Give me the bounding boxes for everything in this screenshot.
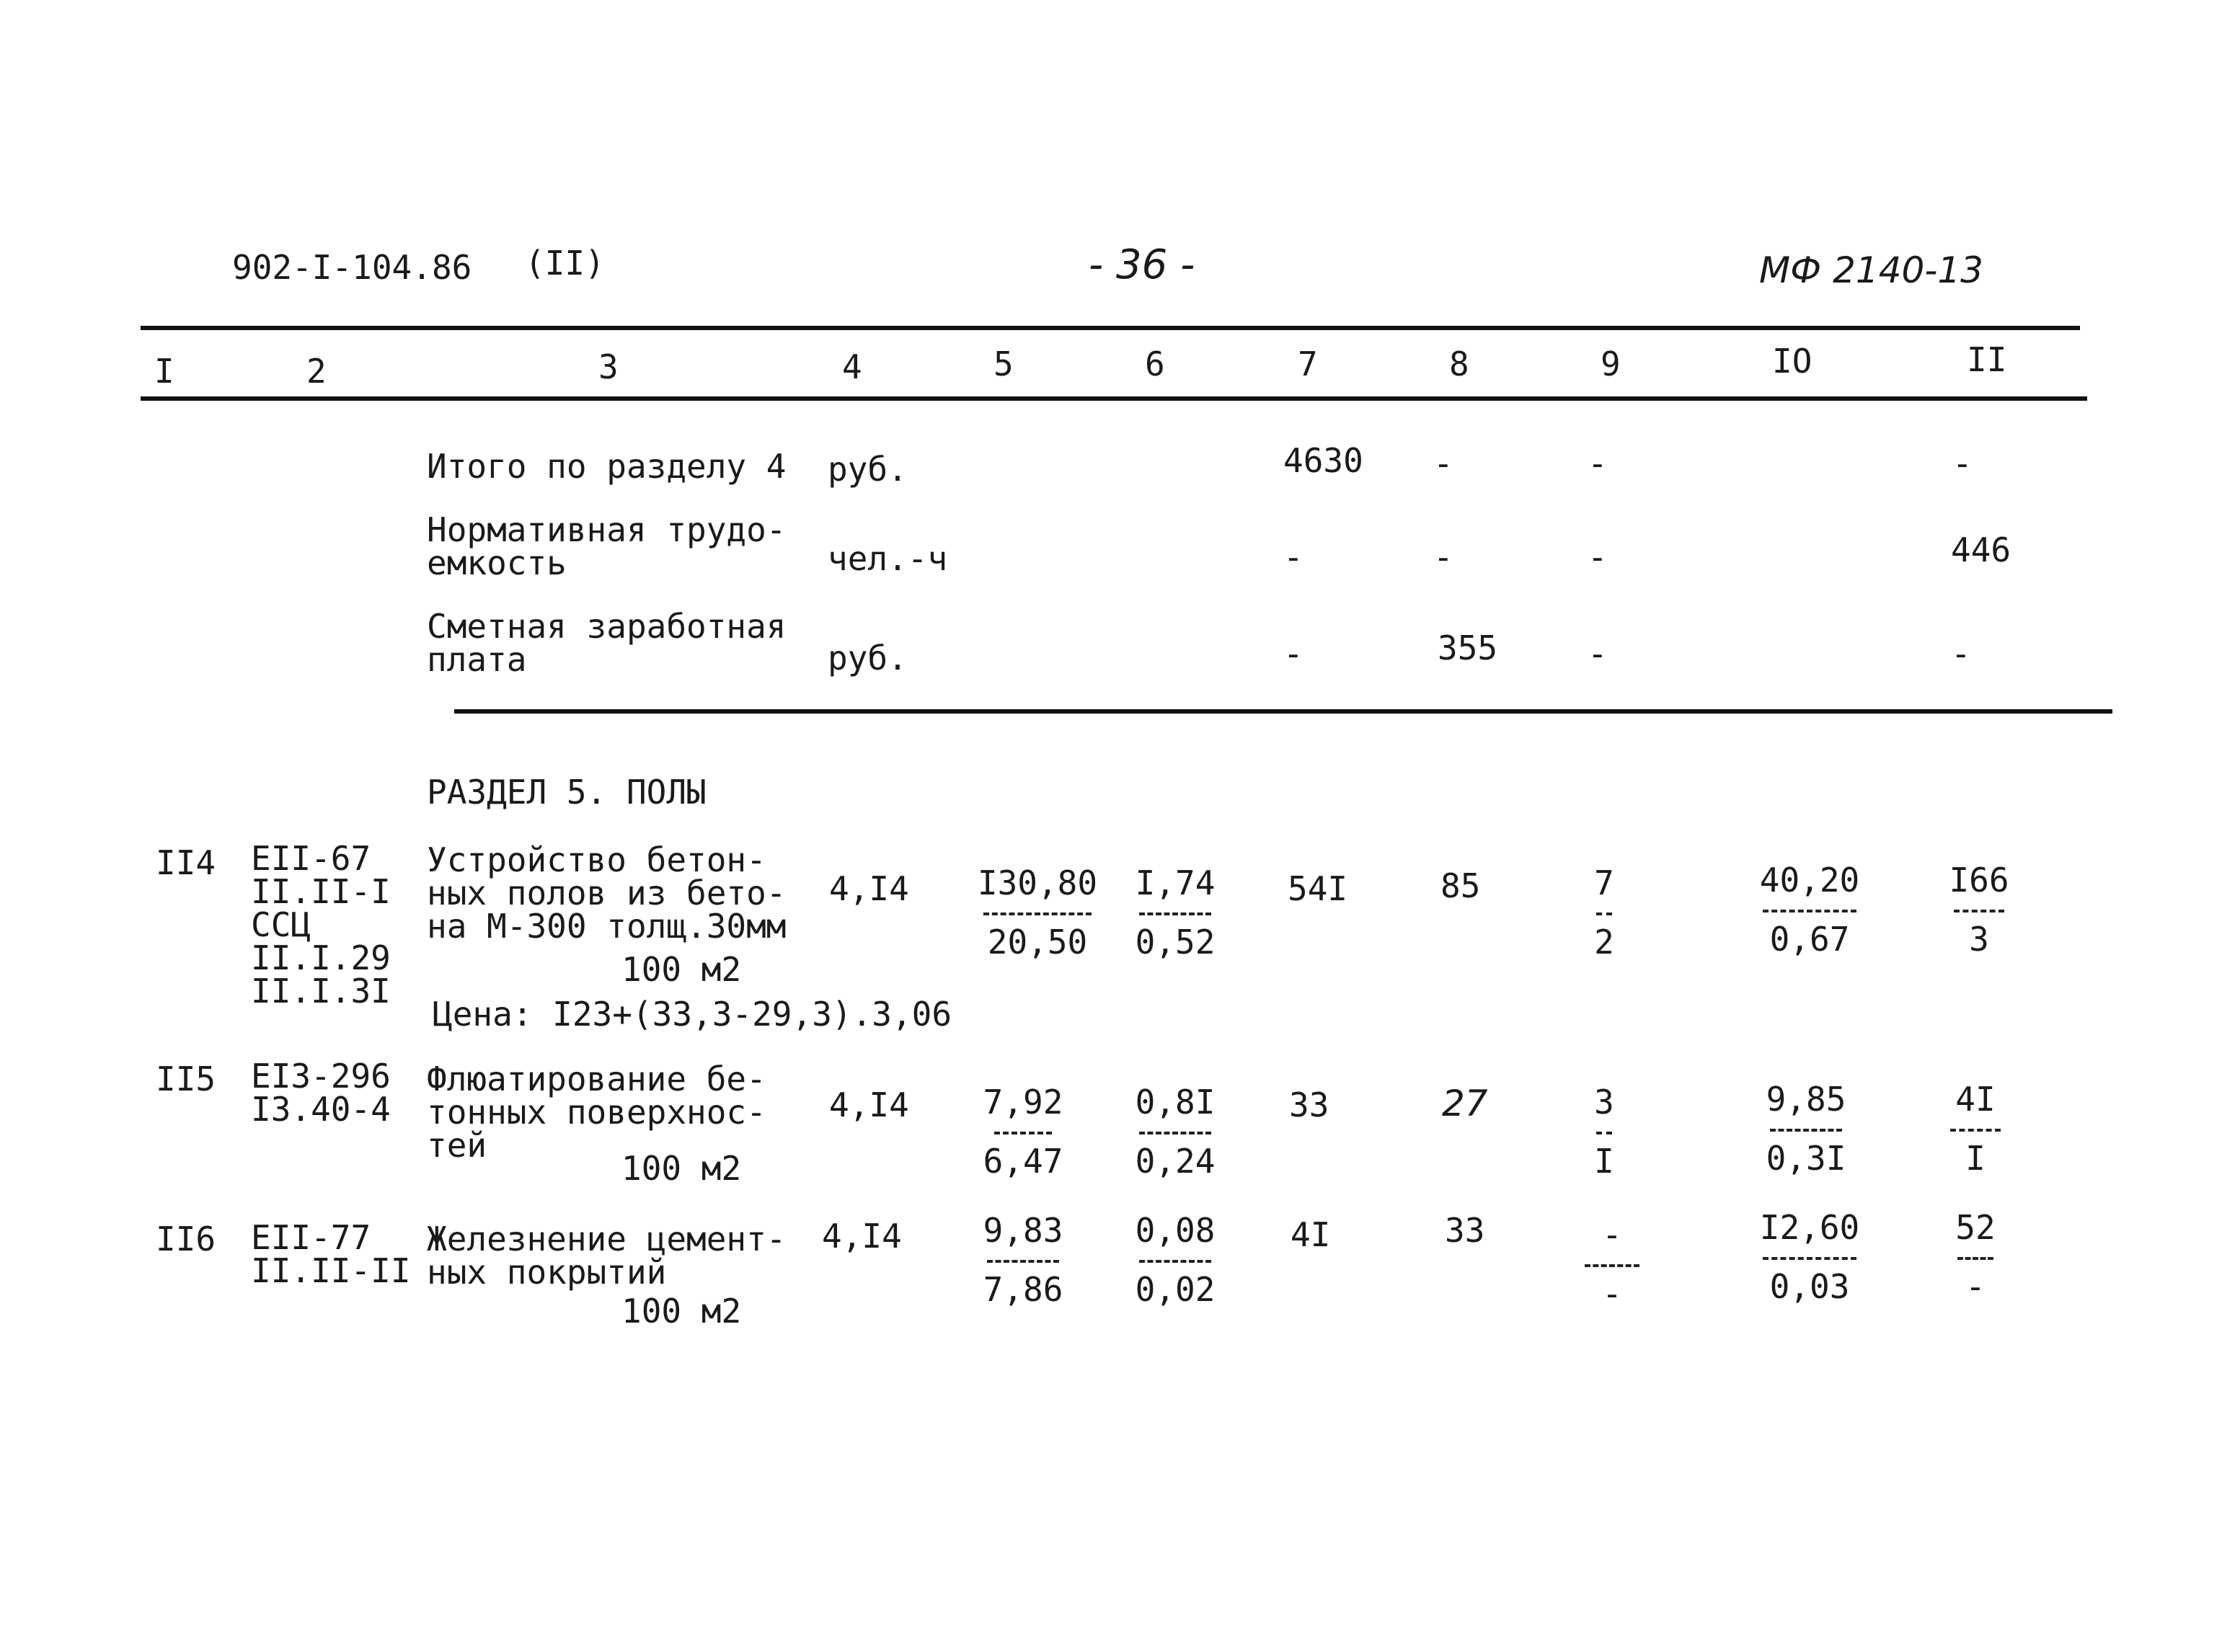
row-quantity: 4,I4 — [822, 1217, 902, 1256]
row-col9 — [1586, 1083, 1622, 1181]
col9-denominator: - — [1602, 1274, 1622, 1313]
row-col8: 27 — [1442, 1083, 1488, 1124]
column-header-11: II — [1967, 340, 2007, 379]
row-col10 — [1759, 1080, 1853, 1178]
col5-denominator: 7,86 — [983, 1270, 1063, 1309]
column-header-2: 2 — [306, 352, 327, 391]
row-quantity: 4,I4 — [829, 869, 909, 908]
col5-denominator: 20,50 — [987, 923, 1088, 962]
labor-col8: - — [1433, 538, 1453, 577]
row-unit: 100 м2 — [621, 1292, 742, 1331]
header-top-rule — [141, 326, 2080, 330]
total-label: Итого по разделу 4 — [427, 447, 787, 486]
row-col7: 54I — [1288, 869, 1348, 908]
row-col6 — [1132, 1083, 1218, 1181]
fraction-bar — [983, 912, 1092, 915]
fraction-bar — [987, 1260, 1059, 1263]
row-col9 — [1586, 863, 1622, 962]
row-quantity: 4,I4 — [829, 1085, 909, 1124]
col11-numerator: I66 — [1949, 861, 2009, 900]
row-number: II5 — [156, 1060, 216, 1098]
fraction-bar — [1770, 1129, 1842, 1132]
header-bottom-rule — [141, 396, 2087, 401]
fraction-bar — [1139, 1132, 1211, 1134]
row-col11 — [1947, 1208, 2004, 1306]
col5-numerator: 9,83 — [983, 1211, 1063, 1250]
part-label: (II) — [525, 244, 605, 283]
row-col5 — [976, 1083, 1070, 1181]
col10-denominator: 0,3I — [1766, 1139, 1846, 1178]
row-unit: 100 м2 — [621, 1149, 742, 1188]
fraction-bar — [1957, 1257, 1993, 1260]
col6-denominator: 0,02 — [1135, 1270, 1216, 1309]
row-description: Флюатирование бе- тонных поверхнос- тей — [427, 1060, 766, 1165]
fraction-bar — [1585, 1264, 1639, 1267]
col6-numerator: 0,08 — [1135, 1211, 1216, 1250]
row-col7: 4I — [1291, 1215, 1331, 1254]
labor-col9: - — [1588, 538, 1608, 577]
row-description: Устройство бетон- ных полов из бето- на М-300 толщ.30мм — [427, 840, 787, 946]
row-col10 — [1759, 1208, 1860, 1306]
row-code: EII-67 II.II-I ССЦ II.I.29 II.I.3I — [251, 839, 391, 1011]
price-note: Цена: I23+(33,3-29,3).3,06 — [433, 995, 952, 1034]
wage-unit: руб. — [828, 639, 908, 678]
col10-numerator: 9,85 — [1766, 1080, 1846, 1119]
document-code: 902-I-104.86 — [232, 248, 472, 287]
col6-denominator: 0,24 — [1135, 1142, 1216, 1181]
column-header-3: 3 — [598, 347, 619, 386]
row-col8: 33 — [1445, 1211, 1485, 1250]
row-code: EI3-296 I3.40-4 — [251, 1057, 391, 1129]
row-col8: 85 — [1440, 866, 1481, 905]
col9-denominator: 2 — [1594, 923, 1614, 962]
row-description: Железнение цемент- ных покрытий — [427, 1220, 787, 1292]
col10-numerator: I2,60 — [1759, 1208, 1860, 1247]
row-col11 — [1947, 861, 2011, 959]
fraction-bar — [994, 1132, 1052, 1134]
row-col7: 33 — [1289, 1085, 1329, 1124]
page-number: - 36 - — [1089, 241, 1195, 288]
col5-denominator: 6,47 — [983, 1142, 1063, 1181]
col6-numerator: 0,8I — [1135, 1083, 1216, 1122]
total-col11: - — [1952, 444, 1973, 483]
row-col9 — [1583, 1215, 1641, 1313]
col5-numerator: I30,80 — [977, 863, 1098, 902]
fraction-bar — [1596, 1132, 1612, 1134]
right-code: МФ 2140-13 — [1759, 249, 1983, 291]
wage-label: Сметная заработная плата — [427, 607, 787, 679]
total-col7: 4630 — [1283, 441, 1363, 480]
fraction-bar — [1596, 912, 1612, 915]
fraction-bar — [1954, 910, 2004, 912]
column-header-7: 7 — [1298, 345, 1318, 383]
col9-numerator: - — [1602, 1215, 1622, 1254]
labor-label: Нормативная трудо- емкость — [427, 510, 787, 582]
labor-col7: - — [1283, 538, 1303, 577]
totals-rule — [454, 709, 2112, 714]
wage-col8: 355 — [1438, 629, 1498, 667]
col11-denominator: - — [1965, 1267, 1986, 1306]
column-header-9: 9 — [1601, 345, 1621, 383]
fraction-bar — [1763, 1257, 1856, 1260]
row-number: II6 — [156, 1220, 216, 1258]
row-col11 — [1947, 1080, 2004, 1178]
col10-denominator: 0,03 — [1769, 1267, 1850, 1306]
column-header-5: 5 — [993, 345, 1014, 383]
col11-denominator: 3 — [1969, 920, 1989, 959]
col10-numerator: 40,20 — [1759, 861, 1860, 900]
col11-numerator: 4I — [1955, 1080, 1996, 1119]
row-col6 — [1132, 1211, 1218, 1309]
col9-numerator: 7 — [1594, 863, 1614, 902]
column-header-8: 8 — [1449, 345, 1469, 383]
total-unit: руб. — [828, 450, 908, 489]
col9-numerator: 3 — [1594, 1083, 1614, 1122]
column-header-10: IO — [1772, 342, 1812, 381]
fraction-bar — [1139, 912, 1211, 915]
labor-col11: 446 — [1951, 530, 2011, 569]
col11-denominator: I — [1965, 1139, 1986, 1178]
row-col10 — [1759, 861, 1860, 959]
column-header-6: 6 — [1145, 345, 1165, 383]
row-code: EII-77 II.II-II — [251, 1218, 411, 1290]
column-header-4: 4 — [842, 347, 862, 386]
wage-col9: - — [1588, 634, 1608, 673]
wage-col11: - — [1951, 634, 1971, 673]
col9-denominator: I — [1594, 1142, 1614, 1181]
fraction-bar — [1763, 910, 1856, 912]
total-col8: - — [1433, 444, 1453, 483]
row-col5 — [976, 1211, 1070, 1309]
col6-denominator: 0,52 — [1135, 923, 1216, 962]
col10-denominator: 0,67 — [1769, 920, 1850, 959]
fraction-bar — [1139, 1260, 1211, 1263]
section-title: РАЗДЕЛ 5. ПОЛЫ — [427, 773, 707, 812]
row-number: II4 — [156, 843, 216, 882]
col5-numerator: 7,92 — [983, 1083, 1063, 1122]
fraction-bar — [1950, 1129, 2001, 1132]
col6-numerator: I,74 — [1135, 863, 1216, 902]
column-header-1: I — [154, 352, 174, 391]
col11-numerator: 52 — [1955, 1208, 1996, 1247]
wage-col7: - — [1283, 634, 1303, 673]
row-col5 — [976, 863, 1099, 962]
total-col9: - — [1588, 444, 1608, 483]
labor-unit: чел.-ч — [828, 539, 948, 578]
row-unit: 100 м2 — [621, 950, 742, 989]
row-col6 — [1132, 863, 1218, 962]
